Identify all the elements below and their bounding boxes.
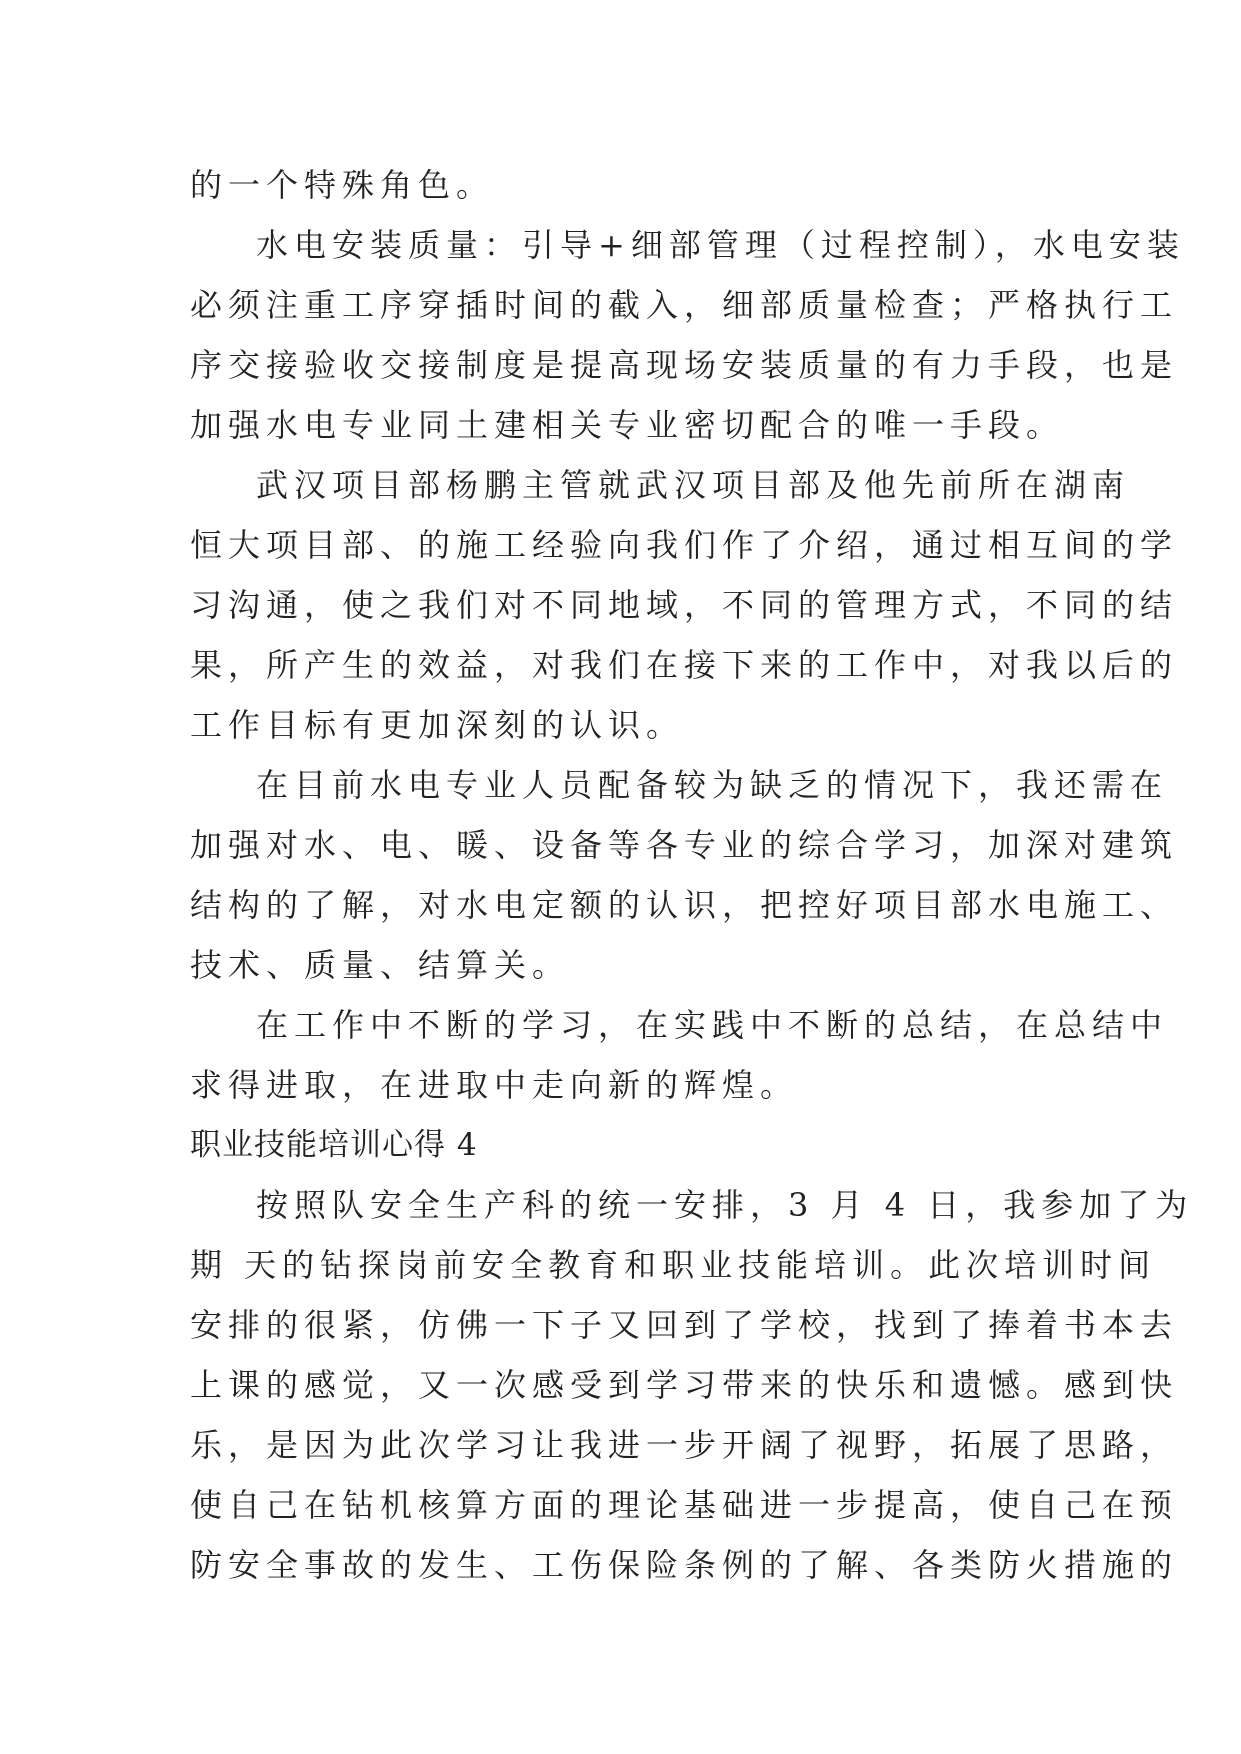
paragraph bbox=[190, 155, 1070, 215]
text-line: 工作目标有更加深刻的认识。 bbox=[190, 706, 685, 744]
section-heading bbox=[190, 1115, 1070, 1175]
paragraph bbox=[190, 755, 1179, 995]
text-line: 习沟通，使之我们对不同地域，不同的管理方式，不同的结 bbox=[190, 586, 1179, 624]
text-line: 使自己在钻机核算方面的理论基础进一步提高，使自己在预 bbox=[190, 1486, 1179, 1524]
text-line: 武汉项目部杨鹏主管就武汉项目部及他先前所在湖南 bbox=[256, 466, 1131, 504]
text-line: 安排的很紧，仿佛一下子又回到了学校，找到了捧着书本去 bbox=[190, 1306, 1179, 1344]
text-line: 技术、质量、结算关。 bbox=[190, 946, 571, 984]
paragraph bbox=[190, 215, 1185, 455]
text-line: 乐，是因为此次学习让我进一步开阔了视野，拓展了思路， bbox=[190, 1426, 1179, 1464]
heading-text: 职业技能培训心得 4 bbox=[190, 1127, 478, 1163]
text-line: 果，所产生的效益，对我们在接下来的工作中，对我以后的 bbox=[190, 646, 1179, 684]
text-line: 上课的感觉，又一次感受到学习带来的快乐和遗憾。感到快 bbox=[190, 1366, 1179, 1404]
text-line: 加强水电专业同土建相关专业密切配合的唯一手段。 bbox=[190, 406, 1065, 444]
text-line: 水电安装质量：引导+细部管理（过程控制），水电安装 bbox=[256, 226, 1185, 264]
text-line: 求得进取，在进取中走向新的辉煌。 bbox=[190, 1066, 799, 1104]
text-line: 的一个特殊角色。 bbox=[190, 166, 495, 204]
text-line: 按照队安全生产科的统一安排，3 月 4 日，我参加了为 bbox=[256, 1186, 1194, 1224]
paragraph bbox=[190, 995, 1169, 1115]
paragraph bbox=[190, 1175, 1194, 1595]
text-line: 在目前水电专业人员配备较为缺乏的情况下，我还需在 bbox=[256, 766, 1169, 804]
paragraph bbox=[190, 455, 1179, 755]
text-line: 在工作中不断的学习，在实践中不断的总结，在总结中 bbox=[256, 1006, 1169, 1044]
text-line: 防安全事故的发生、工伤保险条例的了解、各类防火措施的 bbox=[190, 1546, 1179, 1584]
text-line: 加强对水、电、暖、设备等各专业的综合学习，加深对建筑 bbox=[190, 826, 1179, 864]
text-line: 必须注重工序穿插时间的截入，细部质量检查；严格执行工 bbox=[190, 286, 1179, 324]
text-line: 结构的了解，对水电定额的认识，把控好项目部水电施工、 bbox=[190, 886, 1179, 924]
text-line: 序交接验收交接制度是提高现场安装质量的有力手段，也是 bbox=[190, 346, 1179, 384]
text-line: 恒大项目部、的施工经验向我们作了介绍，通过相互间的学 bbox=[190, 526, 1179, 564]
text-line: 期 天的钻探岗前安全教育和职业技能培训。此次培训时间 bbox=[190, 1246, 1157, 1284]
document-body bbox=[190, 155, 1194, 1595]
